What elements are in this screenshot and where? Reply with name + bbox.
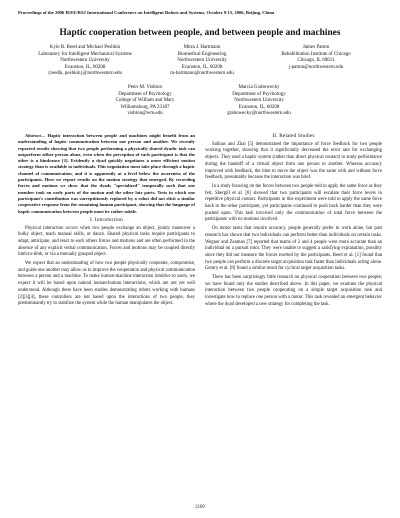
author-block-grabowecky	[210, 85, 308, 118]
author-address: Chicago, IL 60611	[297, 58, 335, 63]
author-email: j-patton@northwestern.edu	[288, 64, 344, 70]
author-affiliation: Northwestern University	[177, 58, 227, 63]
author-block-reed-peshkin	[30, 45, 140, 78]
author-address: Williamsburg, PA 23187	[120, 104, 170, 110]
page-number: 2109	[195, 505, 205, 510]
author-email: {reed|k, peshkin}@northwestern.edu	[47, 71, 123, 76]
author-affiliation: Rehabilitation Institute of Chicago	[281, 51, 351, 57]
author-affiliation: Biomedical Engineering	[177, 51, 227, 57]
author-address: Evanston, IL, 60208	[238, 104, 280, 110]
author-affiliation: Department of Psychology	[118, 91, 172, 97]
author-affiliation: Laboratory for Intelligent Mechanical Systems	[38, 51, 132, 57]
author-name: James Patton	[302, 45, 330, 50]
related-paragraph: Sallnas and Zhai [5] demonstrated the importance of force feedback for two people working together, showing that it significantly decreased the error rate for exchanging objects. They used a haptic system (rather than direct physical contact) to study performance during the handoff of a virtual object from one person to another. Whereas accuracy improved with feedback, the time to move the object was the same with and without force feedback, presumably because the interaction was brief.	[205, 141, 382, 181]
author-email: grabowecky@northwestern.edu	[227, 111, 291, 116]
author-name: Kyle B. Reed and Michael Peshkin	[49, 45, 121, 50]
paper-title: Haptic cooperation between people, and between people and machines	[59, 28, 341, 38]
author-address: Evanston, IL, 60208	[181, 64, 223, 70]
right-column	[205, 133, 382, 311]
author-name: Mitra J. Hartmann	[183, 45, 221, 50]
abstract	[18, 133, 195, 215]
abstract-text: — Haptic interaction between people and machines might benefit from an understanding of haptic communication between one person and another. We recently reported results showing that two people performing a physically shared dyadic task can outperform either person alone, even when the perception of each participant is that the other is a hindrance [1]. Evidently a dyad quickly negotiates a more efficient motion strategy than is available to individuals. This negotiation must take place through a haptic channel of communication, and it is apparently at a level below the awareness of the participants. Here we report results on the motion strategy that emerged. By recording forces and motions we show that the dyads "specialized" temporally such that one member took on early parts of the motion and the other late parts. Tests in which one participant's contribution was surreptitiously replaced by a robot did not elicit a similar cooperative response from the remaining human participant, showing that the language of haptic communication between people must be rather subtle.	[18, 133, 195, 214]
left-column	[18, 133, 195, 310]
intro-paragraph: We expect that an understanding of how two people physically cooperate, compromise, and guide one another may allow us to improve the cooperation and physical communication between a person and a machine. To make human-machine interaction intuitive to users, we expect it will be based upon natural human-human interactions, which are not yet well understood. Although there have been studies demonstrating robots working with humans [2][3][4], these controllers are not based upon the interactions of two people, they predominantly try to stabilize the system while the human manipulates the object.	[18, 261, 195, 307]
author-block-patton	[270, 45, 362, 71]
intro-paragraph: Physical interaction occurs when two people exchange an object, jointly maneuver a bulky object, teach manual skills, or dance. Shared physical tasks require participants to adapt, anticipate, and react to each others forces and motions and are often performed in the absence of any explicit verbal communication. Forces and motions may be coupled directly limb-to-limb, or via a mutually grasped object.	[18, 225, 195, 258]
author-block-vishton	[100, 85, 190, 118]
author-affiliation: Northwestern University	[234, 98, 284, 103]
section-heading-introduction: I. Introduction	[90, 216, 123, 223]
related-paragraph: On motor tasks that require accuracy, people generally prefer to work alone, but past research has shown that two individuals can perform better than individuals on certain tasks. Wegner and Zeaman [7] reported that teams of 2 and 4 people were more accurate than an individual on a pursuit rotor. They were unable to suggest a satisfying explanation, possibly since they did not measure the forces exerted by the participants. Reed et al. [1] found that two people can perform a discrete target acquisition task faster than individuals acting alone. Gentry et al. [8] found a similar result for cyclical target acquisition tasks.	[205, 226, 382, 272]
author-affiliation: College of William and Mary	[115, 98, 175, 103]
abstract-label: Abstract	[25, 133, 41, 138]
related-paragraph: In a study focusing on the forces between two people told to apply the same force as they felt, Shergill et al. [6] showed that two participants will escalate their force levels in repetitive physical contact. Participants in this experiment were told to apply the same force back to the other participant, yet participants continued to push back harder than they were pushed upon. This task involved only the communication of total force between the participants with no motions involved.	[205, 183, 382, 223]
section-heading-related-studies: II. Related Studies	[272, 133, 315, 139]
related-paragraph: There has been surprisingly little research on physical cooperation between two people; we have found only the studies described above. In this paper, we examine the physical interaction between two people cooperating on a simple target acquisition task and investigate how to replace one person with a motor. This task revealed an emergent behavior where the dyad developed a new strategy for completing the task.	[205, 275, 382, 307]
author-email: m-hartmann@northwestern.edu	[170, 71, 234, 76]
author-name: Peter M. Vishton	[128, 85, 162, 90]
author-affiliation: Northwestern University	[60, 58, 110, 63]
author-address: Evanston, IL, 60208	[64, 64, 106, 70]
author-name: Marcia Grabowecky	[238, 85, 280, 90]
proceedings-header: Proceedings of the 2006 IEEE/RSJ International Conference on Intelligent Robots and Systems, October 9-15, 2006, Beijing, China	[18, 10, 275, 15]
author-email: vishton@wm.edu	[127, 111, 163, 116]
author-block-hartmann	[160, 45, 244, 78]
author-affiliation: Department of Psychology	[232, 91, 286, 97]
